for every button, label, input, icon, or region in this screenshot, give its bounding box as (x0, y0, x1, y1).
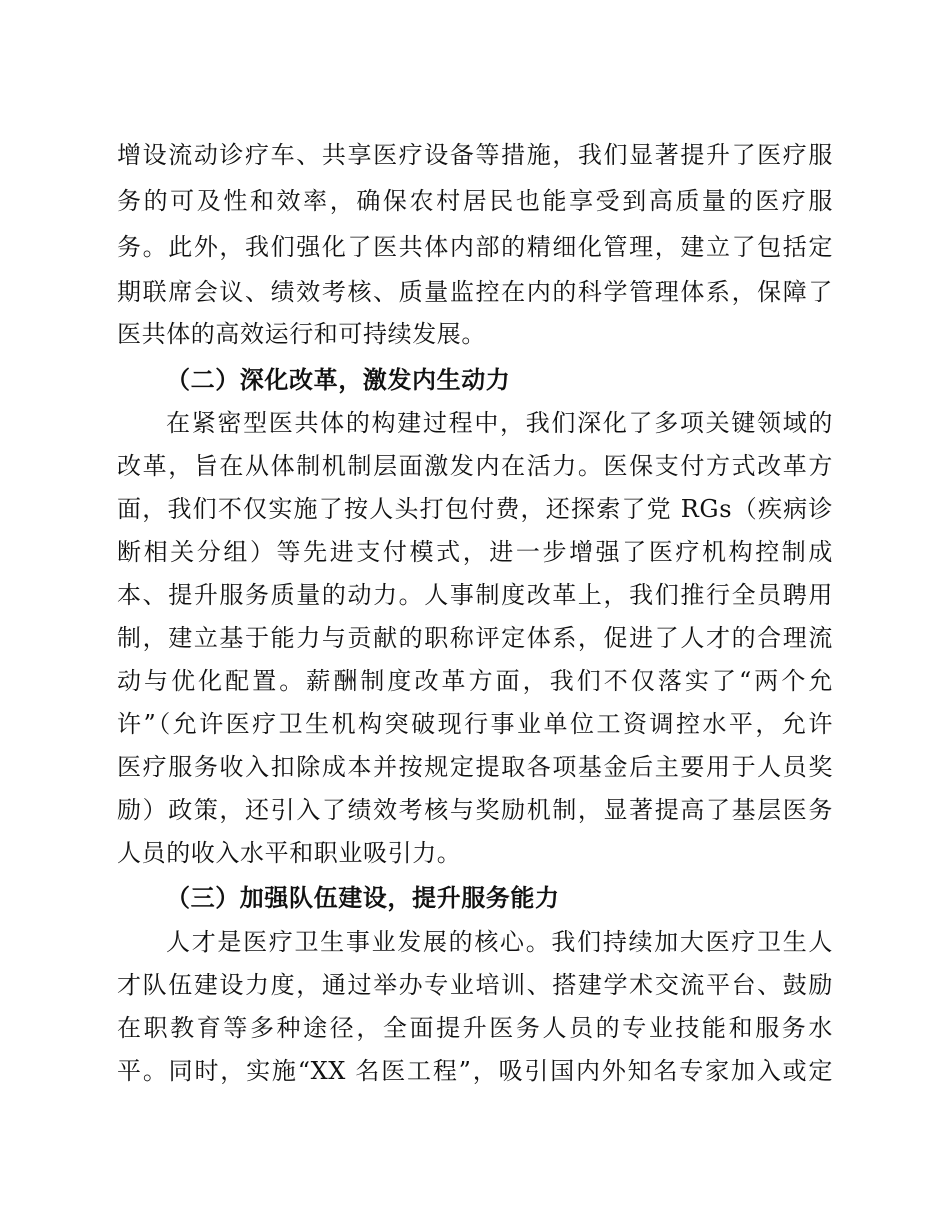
body-line: 制，建立基于能力与贡献的职称评定体系，促进了人才的合理流 (117, 624, 833, 652)
body-line: 医疗服务收入扣除成本并按规定提取各项基金后主要用于人员奖 (117, 753, 833, 781)
section-heading-3: （三）加强队伍建设，提升服务能力 (166, 883, 560, 912)
body-line: 才队伍建设力度，通过举办专业培训、搭建学术交流平台、鼓励 (117, 971, 833, 999)
body-line: 动与优化配置。薪酬制度改革方面，我们不仅落实了“两个允 (117, 667, 833, 695)
paragraph-first-line: 在紧密型医共体的构建过程中，我们深化了多项关键领域的 (166, 409, 833, 437)
body-line: 务的可及性和效率，确保农村居民也能享受到高质量的医疗服 (117, 187, 833, 215)
body-line: 励）政策，还引入了绩效考核与奖励机制，显著提高了基层医务 (117, 796, 833, 824)
body-line: 改革，旨在从体制机制层面激发内在活力。医保支付方式改革方 (117, 452, 833, 480)
body-line: 面，我们不仅实施了按人头打包付费，还探索了党 RGs（疾病诊 (117, 495, 833, 523)
body-line: 期联席会议、绩效考核、质量监控在内的科学管理体系，保障了 (117, 278, 833, 306)
section-heading-2: （二）深化改革，激发内生动力 (166, 365, 511, 394)
body-line: 在职教育等多种途径，全面提升医务人员的专业技能和服务水 (117, 1014, 833, 1042)
body-line: 增设流动诊疗车、共享医疗设备等措施，我们显著提升了医疗服 (117, 141, 833, 169)
body-line: 许”（允许医疗卫生机构突破现行事业单位工资调控水平，允许 (117, 710, 833, 738)
body-line-paragraph-end: 人员的收入水平和职业吸引力。 (117, 839, 462, 867)
body-line-paragraph-end: 医共体的高效运行和可持续发展。 (117, 320, 486, 348)
body-line: 本、提升服务质量的动力。人事制度改革上，我们推行全员聘用 (117, 581, 833, 609)
body-line: 务。此外，我们强化了医共体内部的精细化管理，建立了包括定 (117, 233, 833, 261)
body-line: 平。同时，实施“XX 名医工程”，吸引国内外知名专家加入或定 (117, 1057, 833, 1085)
body-line: 断相关分组）等先进支付模式，进一步增强了医疗机构控制成 (117, 538, 833, 566)
paragraph-first-line: 人才是医疗卫生事业发展的核心。我们持续加大医疗卫生人 (166, 928, 833, 956)
